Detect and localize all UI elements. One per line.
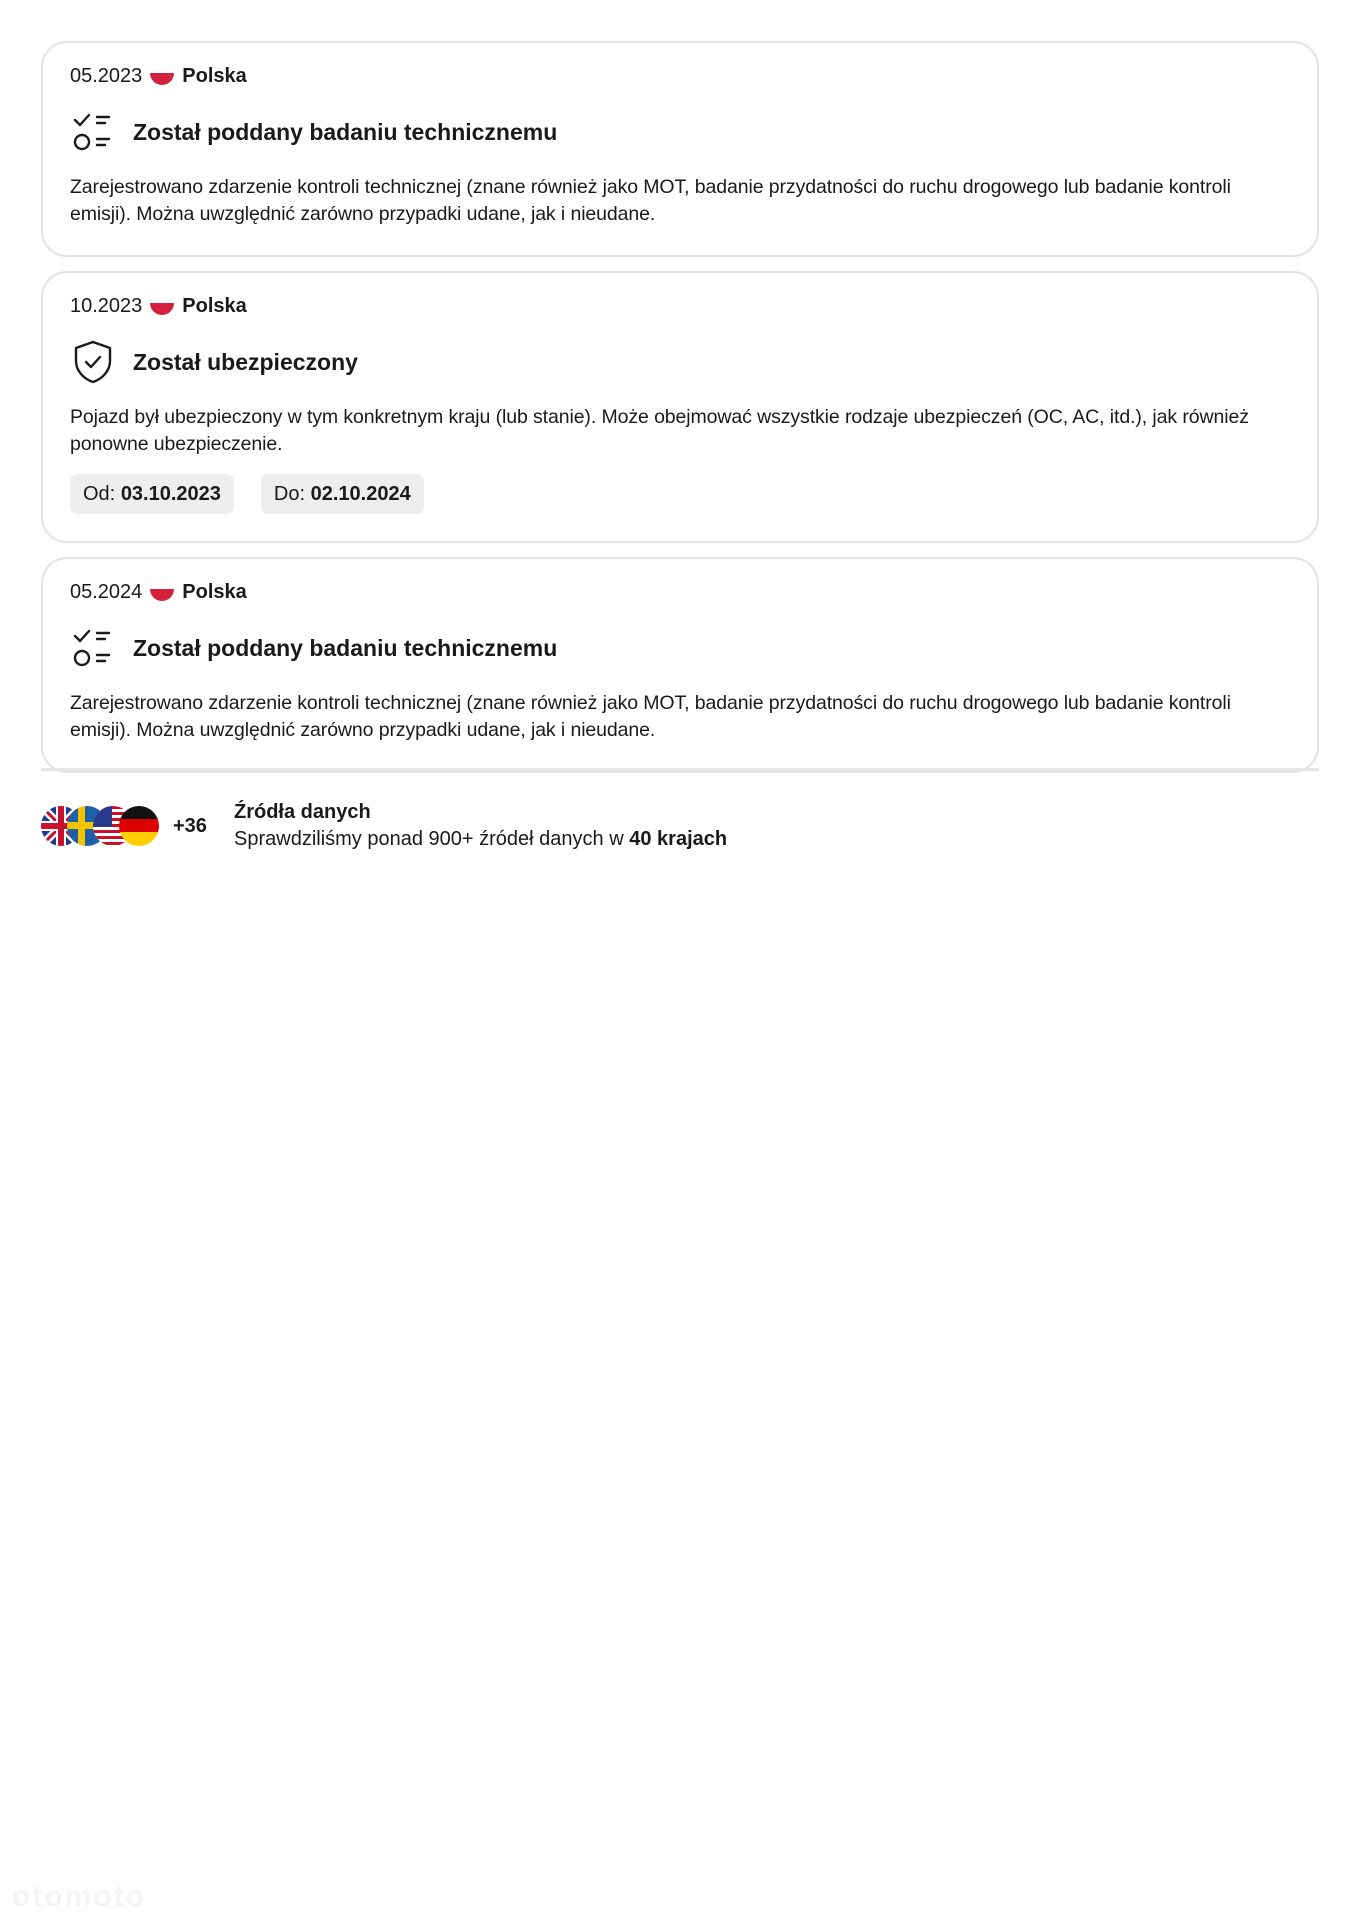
sources-text (234, 799, 727, 853)
insurance-to-chip (261, 474, 424, 514)
section-divider (41, 768, 1319, 771)
event-card (41, 41, 1319, 257)
event-card (41, 271, 1319, 543)
event-meta (70, 579, 1291, 605)
event-card (41, 557, 1319, 773)
watermark: otomoto (12, 1880, 146, 1913)
event-title: Został ubezpieczony (133, 348, 358, 375)
germany-flag-icon (119, 806, 159, 846)
insurance-from-chip (70, 474, 234, 514)
poland-flag-icon (150, 73, 174, 85)
event-date: 05.2024 (70, 581, 143, 603)
insurance-to-label: Do: (273, 483, 306, 505)
event-meta (70, 293, 1291, 319)
checklist-icon (70, 623, 116, 673)
insurance-to-value: 02.10.2024 (310, 483, 411, 505)
event-title: Został poddany badaniu technicznemu (133, 118, 558, 145)
insurance-from-label: Od: (83, 483, 116, 505)
sources-description-text: Sprawdziliśmy ponad 900+ źródeł danych w (234, 828, 624, 850)
poland-flag-icon (150, 303, 174, 315)
event-country: Polska (182, 581, 247, 603)
poland-flag-icon (150, 589, 174, 601)
source-flags (41, 806, 159, 846)
data-sources (41, 796, 1319, 856)
sources-description (234, 826, 727, 853)
event-description: Zarejestrowano zdarzenie kontroli technicznej (znane również jako MOT, badanie przydatności do ruchu drogowego lub badanie kontroli emisji). Można uwzględnić zarówno przypadki udane, jak i nieudane. (70, 176, 1231, 225)
sources-title: Źródła danych (234, 801, 371, 823)
event-description: Pojazd był ubezpieczony w tym konkretnym kraju (lub stanie). Może obejmować wszystkie rodzaje ubezpieczeń (OC, AC, itd.), jak również ponowne ubezpieczenie. (70, 406, 1249, 455)
insurance-period (70, 474, 1291, 514)
sources-country-count: 40 krajach (629, 828, 728, 850)
event-title: Został poddany badaniu technicznemu (133, 634, 558, 661)
event-meta (70, 63, 1291, 89)
event-timeline (41, 41, 1319, 787)
checklist-icon (70, 107, 116, 157)
insurance-from-value: 03.10.2023 (120, 483, 221, 505)
event-date: 05.2023 (70, 65, 143, 87)
event-date: 10.2023 (70, 295, 143, 317)
more-countries-count: +36 (173, 814, 207, 837)
shield-check-icon (70, 337, 116, 387)
event-description: Zarejestrowano zdarzenie kontroli technicznej (znane również jako MOT, badanie przydatności do ruchu drogowego lub badanie kontroli emisji). Można uwzględnić zarówno przypadki udane, jak i nieudane. (70, 692, 1231, 741)
event-country: Polska (182, 65, 247, 87)
event-country: Polska (182, 295, 247, 317)
